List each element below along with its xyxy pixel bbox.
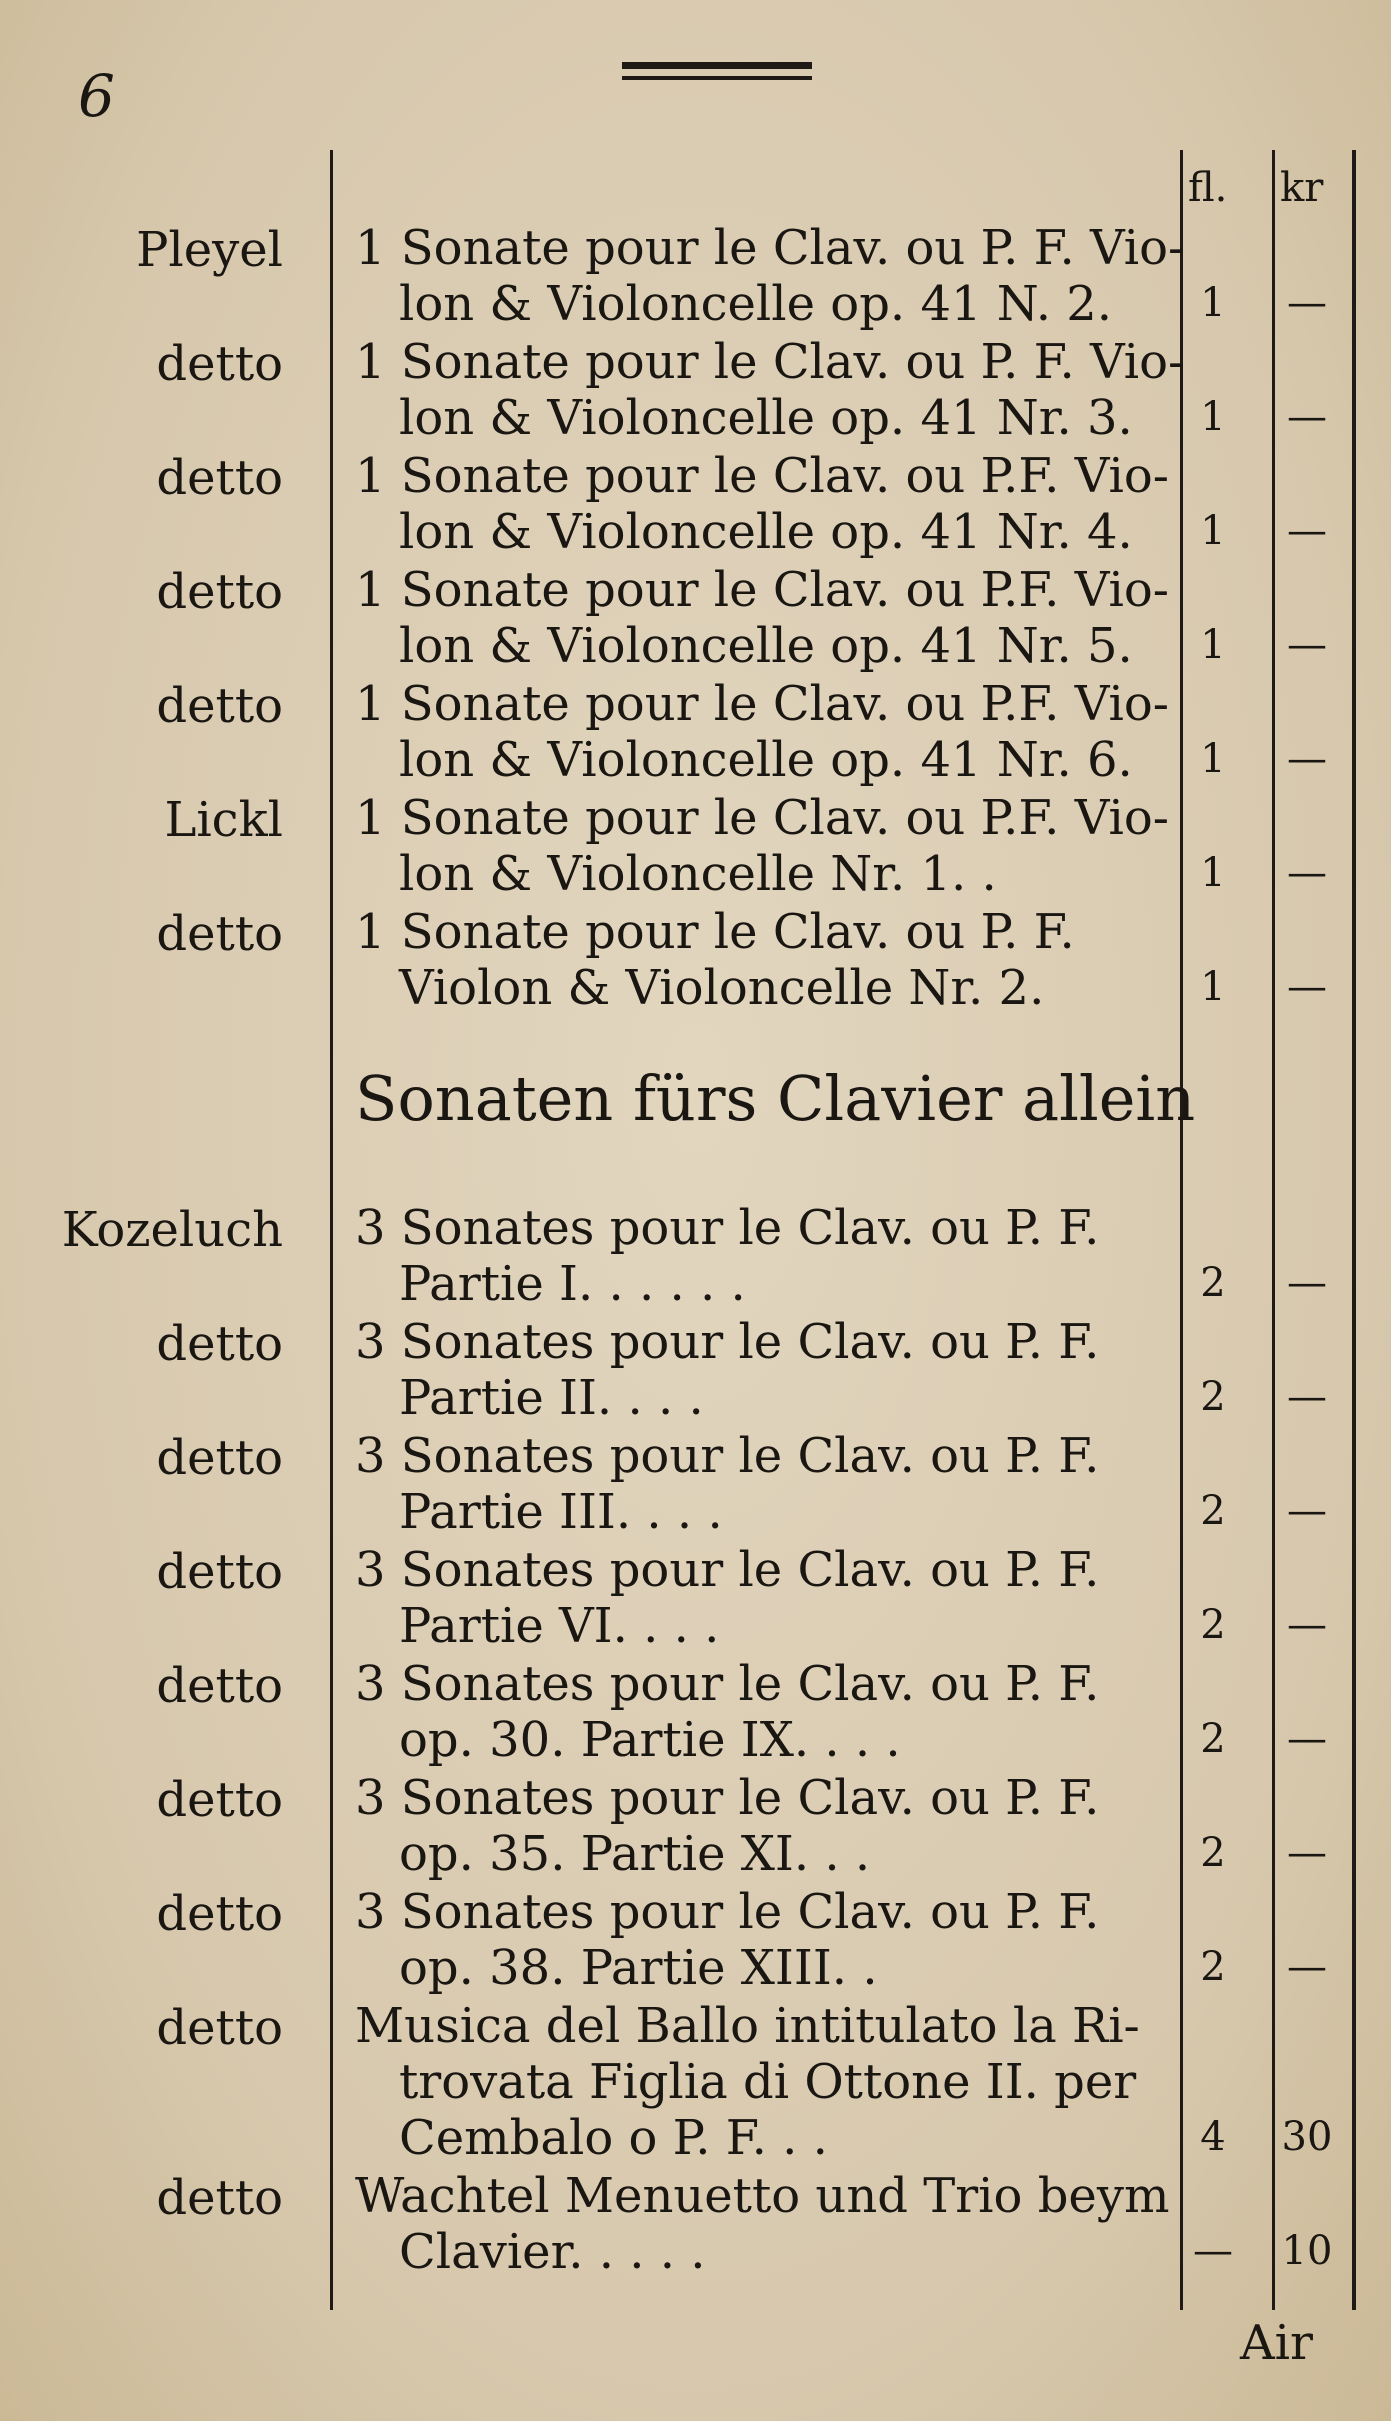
catalog-entry (0, 1428, 1391, 1540)
price-kr: — (1287, 394, 1327, 440)
composer-name: detto (156, 1430, 283, 1486)
title-line: Partie I. . . . . . (399, 1256, 746, 1312)
composer-name: detto (156, 2000, 283, 2056)
price-fl: 1 (1200, 508, 1226, 554)
section-heading: Sonaten fürs Clavier allein (355, 1062, 1196, 1135)
price-fl: 2 (1200, 1374, 1226, 1420)
price-kr: — (1287, 1830, 1327, 1876)
title-line: Partie VI. . . . (399, 1598, 720, 1654)
catalog-entry (0, 448, 1391, 560)
catalog-entry (0, 2168, 1391, 2280)
title-line: lon & Violoncelle op. 41 Nr. 4. (399, 504, 1133, 560)
catalog-entry (0, 1200, 1391, 1312)
price-fl: 1 (1200, 394, 1226, 440)
catalog-entry (0, 790, 1391, 902)
price-fl: 2 (1200, 1716, 1226, 1762)
price-kr: — (1287, 622, 1327, 668)
title-line: lon & Violoncelle Nr. 1. . (399, 846, 997, 902)
title-line: Musica del Ballo intitulato la Ri- (355, 1998, 1140, 2054)
work-title (355, 1656, 1155, 1768)
price-kr: — (1287, 1260, 1327, 1306)
price-fl: 2 (1200, 1830, 1226, 1876)
title-line: Clavier. . . . . (399, 2224, 706, 2280)
title-line: 3 Sonates pour le Clav. ou P. F. (355, 1770, 1100, 1826)
title-line: 1 Sonate pour le Clav. ou P.F. Vio- (355, 790, 1169, 846)
title-line: 1 Sonate pour le Clav. ou P. F. (355, 904, 1075, 960)
title-line: 3 Sonates pour le Clav. ou P. F. (355, 1884, 1100, 1940)
price-kr: — (1287, 1374, 1327, 1420)
work-title (355, 220, 1185, 332)
header-fl: fl. (1188, 165, 1228, 211)
header-ornament-rule (622, 62, 812, 80)
catalog-entry (0, 1656, 1391, 1768)
title-line: 3 Sonates pour le Clav. ou P. F. (355, 1200, 1100, 1256)
title-line: 1 Sonate pour le Clav. ou P. F. Vio- (355, 220, 1185, 276)
title-line: 1 Sonate pour le Clav. ou P. F. Vio- (355, 334, 1185, 390)
composer-name: detto (156, 2170, 283, 2226)
price-kr: — (1287, 1602, 1327, 1648)
composer-name: detto (156, 1544, 283, 1600)
price-fl: 4 (1200, 2114, 1226, 2160)
work-title (355, 2168, 1170, 2280)
work-title (355, 1428, 1155, 1540)
composer-name: detto (156, 564, 283, 620)
title-line: op. 35. Partie XI. . . (399, 1826, 871, 1882)
title-line: lon & Violoncelle op. 41 Nr. 6. (399, 732, 1133, 788)
work-title (355, 1542, 1155, 1654)
composer-name: detto (156, 906, 283, 962)
work-title (355, 904, 1155, 1016)
work-title (355, 1200, 1155, 1312)
catalog-entry (0, 1770, 1391, 1882)
price-fl: 1 (1200, 622, 1226, 668)
price-fl: 1 (1200, 736, 1226, 782)
title-line: 1 Sonate pour le Clav. ou P.F. Vio- (355, 448, 1169, 504)
title-line: trovata Figlia di Ottone II. per (399, 2054, 1137, 2110)
composer-name: detto (156, 1772, 283, 1828)
composer-name: detto (156, 678, 283, 734)
title-line: Violon & Violoncelle Nr. 2. (399, 960, 1045, 1016)
catalog-entry (0, 334, 1391, 446)
composer-name: detto (156, 1658, 283, 1714)
page-number: 6 (78, 62, 115, 130)
price-kr: — (1287, 1944, 1327, 1990)
catchword: Air (1240, 2315, 1313, 2371)
price-kr: 30 (1281, 2114, 1333, 2160)
title-line: op. 38. Partie XIII. . (399, 1940, 878, 1996)
catalog-entry (0, 562, 1391, 674)
price-kr: — (1287, 508, 1327, 554)
catalog-entry (0, 904, 1391, 1016)
title-line: 1 Sonate pour le Clav. ou P.F. Vio- (355, 676, 1169, 732)
price-fl: 1 (1200, 964, 1226, 1010)
composer-name: detto (156, 1886, 283, 1942)
catalog-entry (0, 220, 1391, 332)
price-fl: 2 (1200, 1602, 1226, 1648)
work-title (355, 1314, 1155, 1426)
price-kr: — (1287, 736, 1327, 782)
title-line: op. 30. Partie IX. . . . (399, 1712, 901, 1768)
price-kr: — (1287, 850, 1327, 896)
price-fl: 1 (1200, 280, 1226, 326)
work-title (355, 1884, 1155, 1996)
work-title (355, 676, 1169, 788)
title-line: Partie II. . . . (399, 1370, 704, 1426)
header-kr: kr (1280, 165, 1324, 211)
price-fl: 2 (1200, 1260, 1226, 1306)
price-kr: — (1287, 964, 1327, 1010)
title-line: 3 Sonates pour le Clav. ou P. F. (355, 1428, 1100, 1484)
price-kr: 10 (1281, 2228, 1333, 2274)
title-line: Partie III. . . . (399, 1484, 723, 1540)
catalog-entry (0, 1314, 1391, 1426)
title-line: 3 Sonates pour le Clav. ou P. F. (355, 1656, 1100, 1712)
title-line: Cembalo o P. F. . . (399, 2110, 828, 2166)
price-kr: — (1287, 280, 1327, 326)
work-title (355, 562, 1169, 674)
price-fl: 2 (1200, 1944, 1226, 1990)
composer-name: Lickl (164, 792, 283, 848)
catalog-entry (0, 1542, 1391, 1654)
title-line: lon & Violoncelle op. 41 Nr. 5. (399, 618, 1133, 674)
title-line: 3 Sonates pour le Clav. ou P. F. (355, 1542, 1100, 1598)
work-title (355, 790, 1169, 902)
price-kr: — (1287, 1716, 1327, 1762)
title-line: 3 Sonates pour le Clav. ou P. F. (355, 1314, 1100, 1370)
work-title (355, 448, 1169, 560)
composer-name: detto (156, 450, 283, 506)
price-fl: 1 (1200, 850, 1226, 896)
price-fl: — (1193, 2228, 1233, 2274)
catalog-entry (0, 1884, 1391, 1996)
composer-name: Pleyel (136, 222, 283, 278)
title-line: 1 Sonate pour le Clav. ou P.F. Vio- (355, 562, 1169, 618)
composer-name: Kozeluch (61, 1202, 283, 1258)
work-title (355, 1770, 1155, 1882)
title-line: Wachtel Menuetto und Trio beym (355, 2168, 1170, 2224)
work-title (355, 1998, 1155, 2166)
catalog-entry (0, 676, 1391, 788)
composer-name: detto (156, 336, 283, 392)
composer-name: detto (156, 1316, 283, 1372)
price-fl: 2 (1200, 1488, 1226, 1534)
catalog-entry (0, 1998, 1391, 2168)
price-kr: — (1287, 1488, 1327, 1534)
work-title (355, 334, 1185, 446)
title-line: lon & Violoncelle op. 41 N. 2. (399, 276, 1113, 332)
title-line: lon & Violoncelle op. 41 Nr. 3. (399, 390, 1133, 446)
